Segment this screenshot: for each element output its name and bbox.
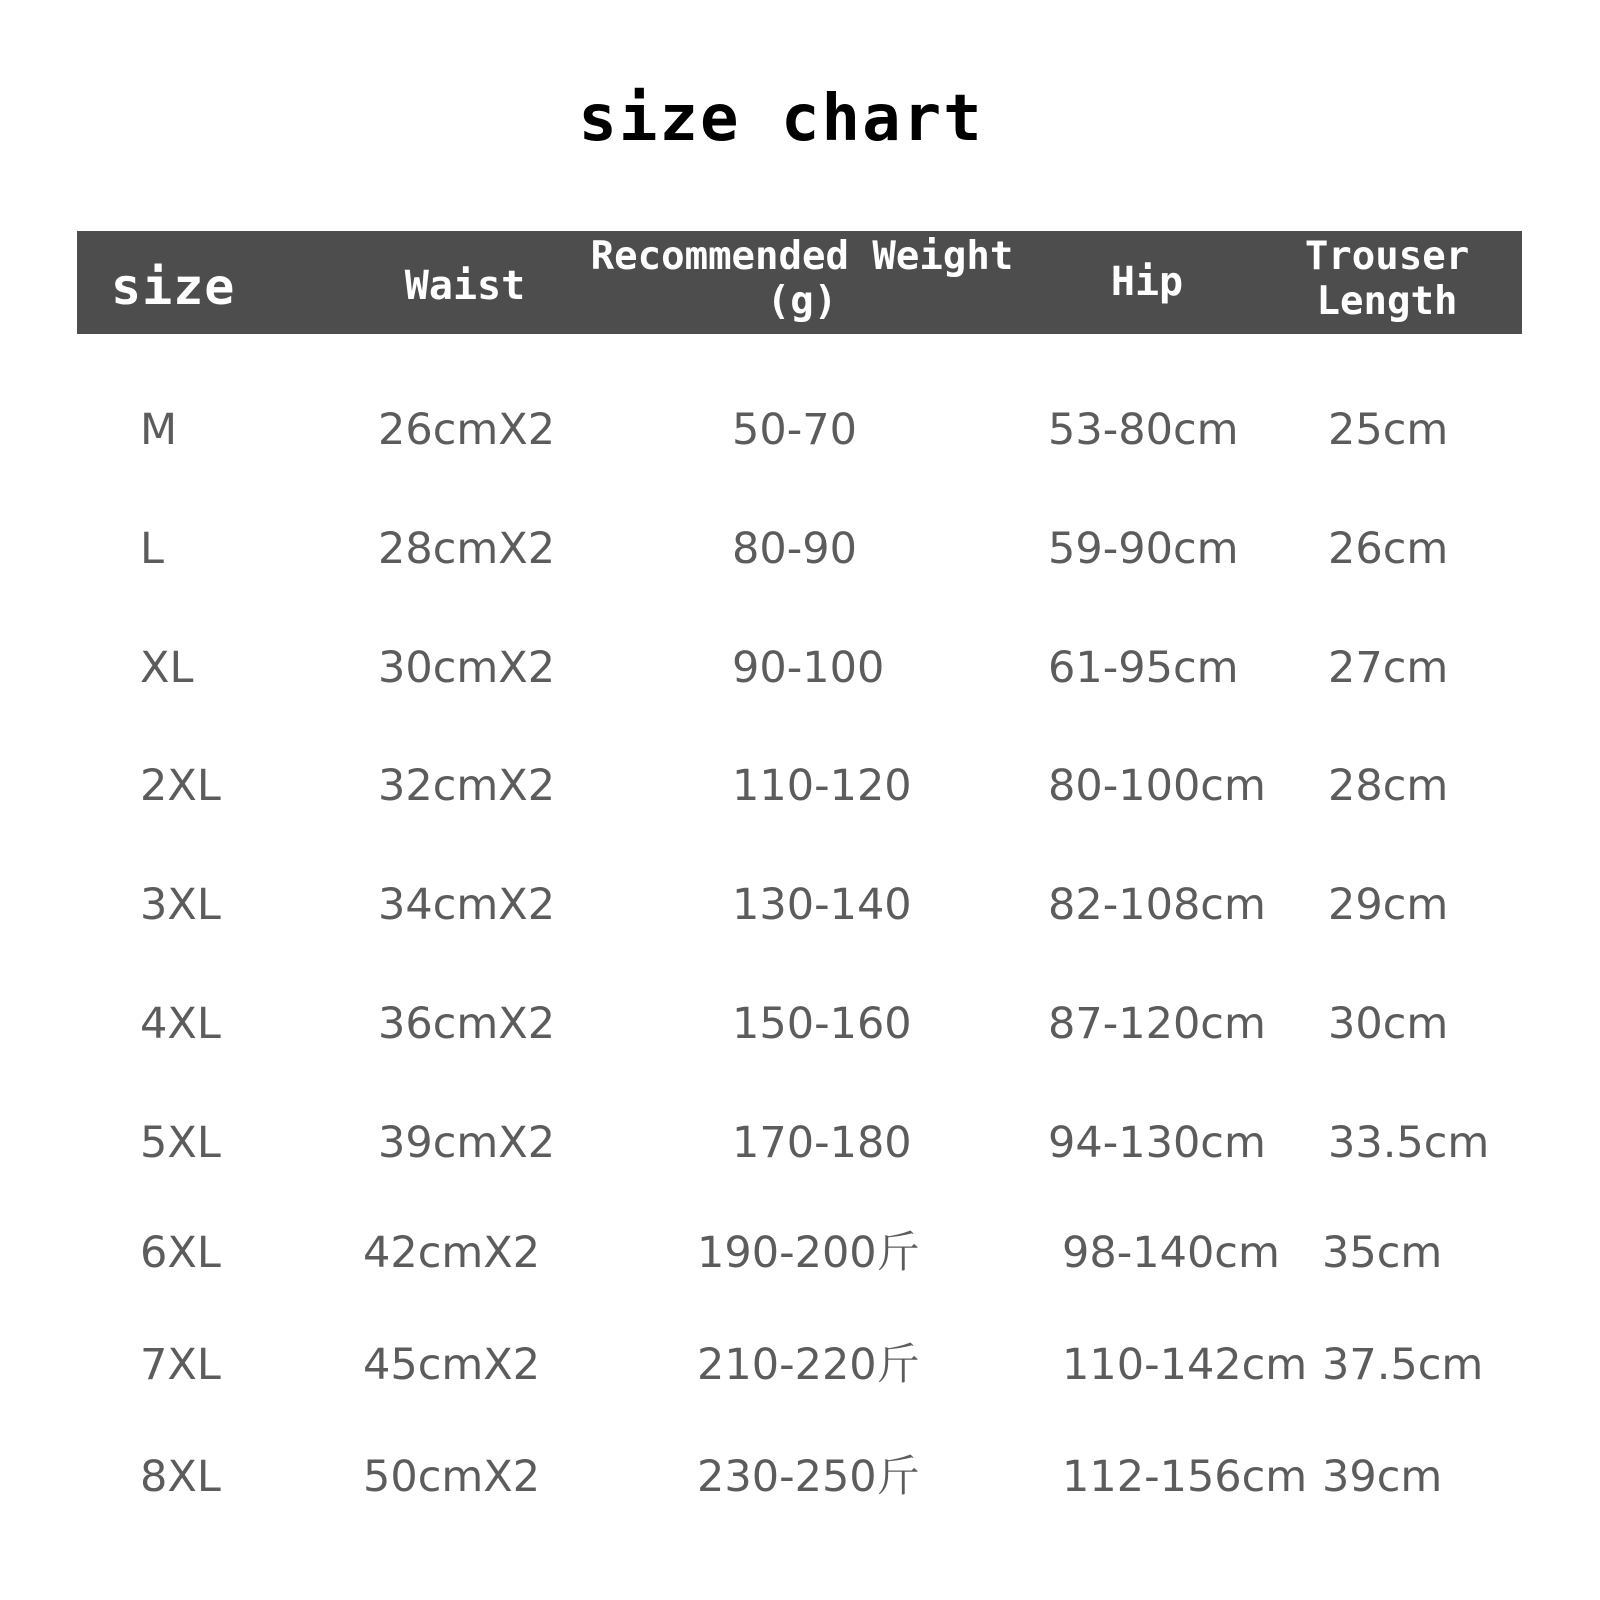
cell-size: 5XL — [140, 1118, 221, 1168]
cell-length: 30cm — [1328, 999, 1449, 1049]
cell-size: M — [140, 405, 178, 455]
cell-hip: 80-100cm — [1048, 761, 1266, 811]
cell-hip: 82-108cm — [1048, 880, 1266, 930]
cell-length: 35cm — [1322, 1228, 1443, 1278]
table-row — [0, 638, 1600, 698]
cell-length: 33.5cm — [1328, 1118, 1490, 1168]
table-row — [0, 1113, 1600, 1173]
cell-size: 8XL — [140, 1452, 221, 1502]
cell-waist: 42cmX2 — [363, 1228, 541, 1278]
header-size: size — [111, 258, 236, 316]
cell-weight: 80-90 — [732, 524, 857, 574]
cell-length: 37.5cm — [1322, 1340, 1484, 1390]
cell-size: 6XL — [140, 1228, 221, 1278]
table-row — [0, 400, 1600, 460]
cell-waist: 36cmX2 — [378, 999, 556, 1049]
table-row — [0, 875, 1600, 935]
cell-weight: 50-70 — [732, 405, 857, 455]
header-recommended-weight — [582, 235, 1022, 325]
table-header — [77, 231, 1522, 334]
cell-size: L — [140, 524, 164, 574]
cell-length: 27cm — [1328, 643, 1449, 693]
cell-weight: 170-180 — [732, 1118, 912, 1168]
cell-length: 26cm — [1328, 524, 1449, 574]
cell-size: 2XL — [140, 761, 221, 811]
header-trouser-length — [1287, 235, 1487, 325]
header-hip: Hip — [1110, 259, 1184, 305]
table-row — [0, 519, 1600, 579]
table-row — [0, 994, 1600, 1054]
table-row — [0, 756, 1600, 816]
cell-length: 39cm — [1322, 1452, 1443, 1502]
cell-waist: 32cmX2 — [378, 761, 556, 811]
table-row — [0, 1335, 1600, 1395]
cell-hip: 112-156cm — [1062, 1452, 1308, 1502]
cell-hip: 59-90cm — [1048, 524, 1239, 574]
cell-waist: 34cmX2 — [378, 880, 556, 930]
cell-hip: 94-130cm — [1048, 1118, 1266, 1168]
cell-waist: 26cmX2 — [378, 405, 556, 455]
header-length-line2: Length — [1316, 278, 1458, 324]
cell-weight: 90-100 — [732, 643, 885, 693]
cell-length: 28cm — [1328, 761, 1449, 811]
table-row — [0, 1447, 1600, 1507]
page-title: size chart — [578, 82, 984, 156]
header-weight-line2: (g) — [766, 278, 838, 324]
cell-size: XL — [140, 643, 194, 693]
table-row — [0, 1223, 1600, 1283]
header-waist: Waist — [404, 263, 526, 309]
cell-waist: 28cmX2 — [378, 524, 556, 574]
cell-weight: 190-200斤 — [697, 1228, 920, 1278]
cell-size: 3XL — [140, 880, 221, 930]
cell-length: 25cm — [1328, 405, 1449, 455]
cell-length: 29cm — [1328, 880, 1449, 930]
cell-weight: 230-250斤 — [697, 1452, 920, 1502]
cell-hip: 61-95cm — [1048, 643, 1239, 693]
header-weight-line1: Recommended Weight — [590, 234, 1014, 279]
cell-waist: 39cmX2 — [378, 1118, 556, 1168]
cell-hip: 110-142cm — [1062, 1340, 1308, 1390]
cell-size: 7XL — [140, 1340, 221, 1390]
cell-waist: 45cmX2 — [363, 1340, 541, 1390]
cell-weight: 130-140 — [732, 880, 912, 930]
cell-hip: 98-140cm — [1062, 1228, 1280, 1278]
cell-hip: 53-80cm — [1048, 405, 1239, 455]
cell-weight: 110-120 — [732, 761, 912, 811]
header-length-line1: Trouser — [1304, 234, 1470, 279]
cell-hip: 87-120cm — [1048, 999, 1266, 1049]
cell-waist: 50cmX2 — [363, 1452, 541, 1502]
cell-weight: 210-220斤 — [697, 1340, 920, 1390]
cell-weight: 150-160 — [732, 999, 912, 1049]
cell-size: 4XL — [140, 999, 221, 1049]
cell-waist: 30cmX2 — [378, 643, 556, 693]
